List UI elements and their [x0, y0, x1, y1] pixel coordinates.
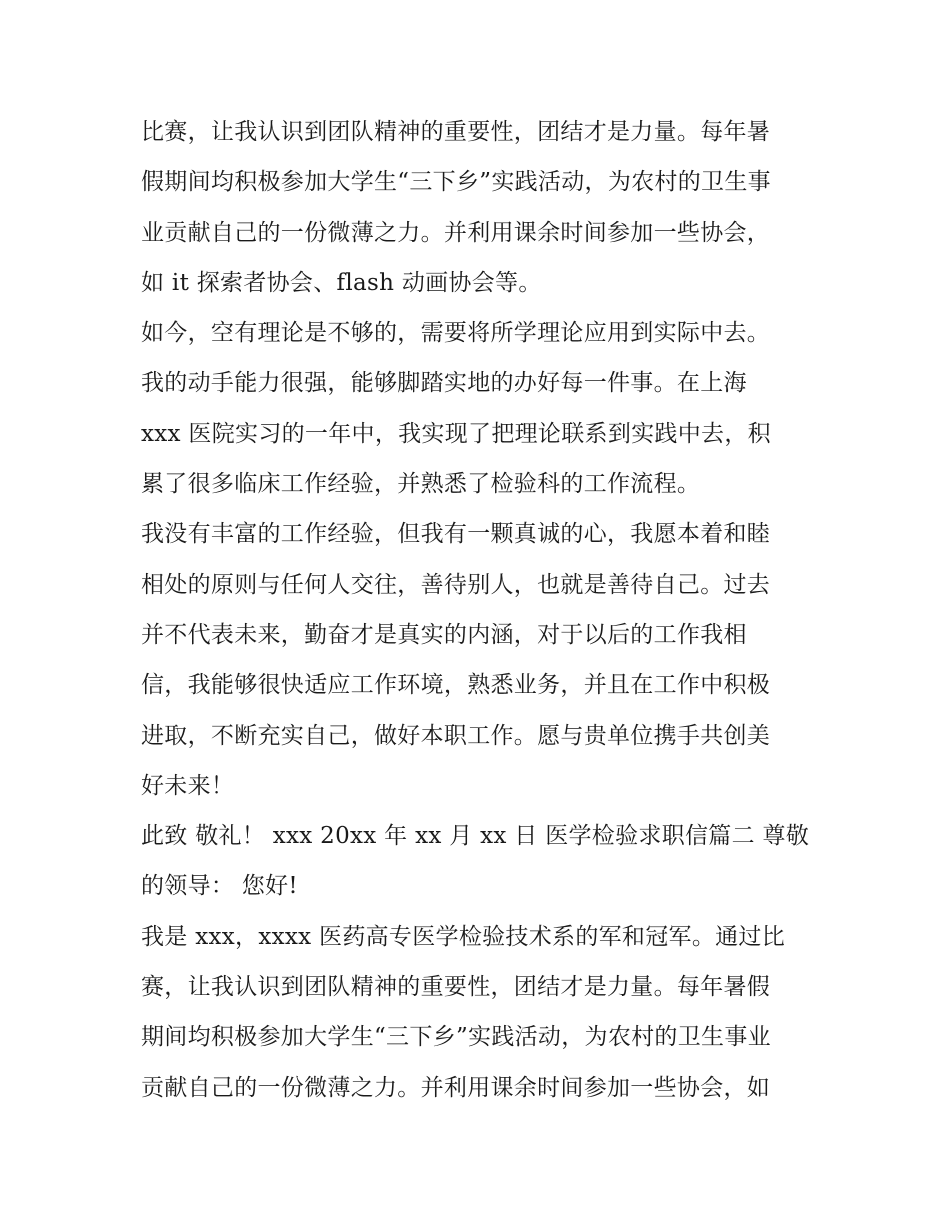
text-line: 贡献自己的一份微薄之力。并利用课余时间参加一些协会，如 — [141, 1074, 771, 1101]
document-body — [141, 107, 821, 1113]
text-line: 累了很多临床工作经验，并熟悉了检验科的工作流程。 — [141, 471, 701, 498]
text-line: 假期间均积极参加大学生“三下乡”实践活动，为农村的卫生事 — [141, 169, 771, 196]
text-line: 好未来！ — [141, 772, 235, 799]
text-line: 并不代表未来，勤奋才是真实的内涵，对于以后的工作我相 — [141, 621, 747, 648]
text-line: 如 it 探索者协会、flash 动画协会等。 — [141, 269, 542, 296]
text-line: 相处的原则与任何人交往，善待别人，也就是善待自己。过去 — [141, 571, 771, 598]
text-line: 业贡献自己的一份微薄之力。并利用课余时间参加一些协会， — [141, 219, 771, 246]
text-line: 赛，让我认识到团队精神的重要性，团结才是力量。每年暑假 — [141, 974, 771, 1001]
text-line: 期间均积极参加大学生“三下乡”实践活动，为农村的卫生事业 — [141, 1024, 771, 1051]
text-line: 的领导： 您好! — [141, 873, 298, 900]
text-line: 如今，空有理论是不够的，需要将所学理论应用到实际中去。 — [141, 320, 771, 347]
text-line: xxx 医院实习的一年中，我实现了把理论联系到实践中去，积 — [141, 420, 771, 447]
text-line: 我的动手能力很强，能够脚踏实地的办好每一件事。在上海 — [141, 370, 747, 397]
text-line: 我是 xxx，xxxx 医药高专医学检验技术系的军和冠军。通过比 — [141, 923, 786, 950]
text-line: 我没有丰富的工作经验，但我有一颗真诚的心，我愿本着和睦 — [141, 521, 771, 548]
text-line: 此致 敬礼！ xxx 20xx 年 xx 月 xx 日 医学检验求职信篇二 尊敬 — [141, 823, 810, 850]
text-line: 进取，不断充实自己，做好本职工作。愿与贵单位携手共创美 — [141, 722, 771, 749]
text-line: 比赛，让我认识到团队精神的重要性，团结才是力量。每年暑 — [141, 119, 771, 145]
text-line: 信，我能够很快适应工作环境，熟悉业务，并且在工作中积极 — [141, 672, 771, 699]
